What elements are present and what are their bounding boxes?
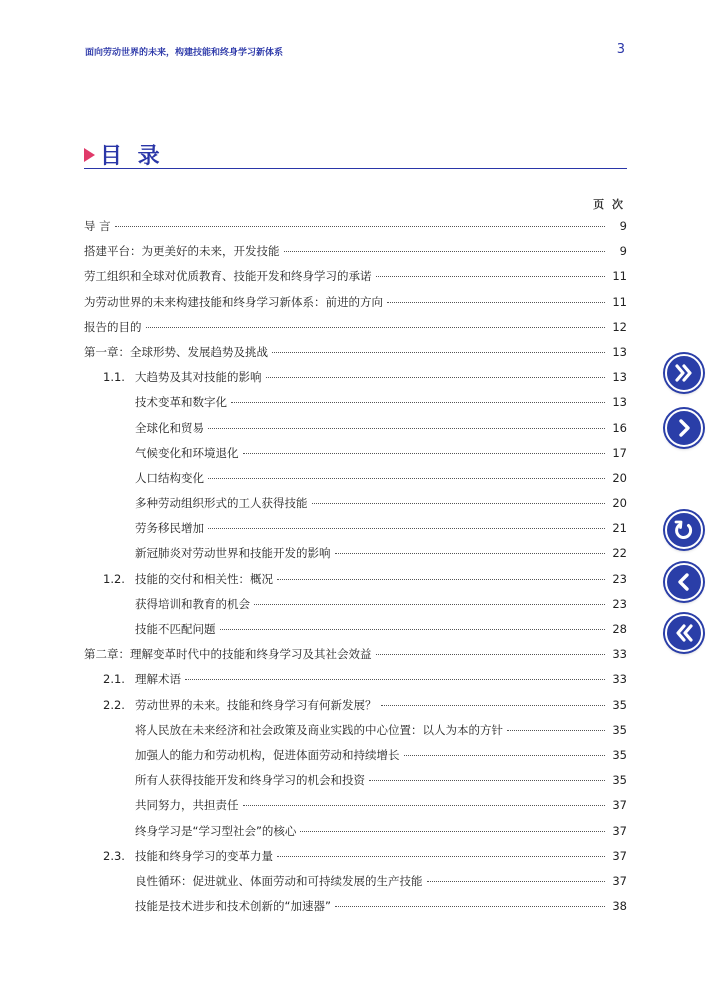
dot-leader bbox=[185, 679, 605, 680]
toc-entry[interactable] bbox=[84, 243, 627, 268]
dot-leader bbox=[208, 428, 605, 429]
dot-leader bbox=[376, 276, 606, 277]
toc-entry-title: 所有人获得技能开发和终身学习的机会和投资 bbox=[135, 773, 365, 788]
toc-entry-title: 技能的交付和相关性：概况 bbox=[135, 571, 273, 586]
toc-entry[interactable] bbox=[84, 621, 627, 646]
toc-entry[interactable] bbox=[84, 545, 627, 570]
toc-entry-page: 35 bbox=[612, 747, 627, 762]
toc-entry[interactable] bbox=[84, 873, 627, 898]
toc-entry-title: 多种劳动组织形式的工人获得技能 bbox=[135, 496, 308, 511]
heading-divider bbox=[84, 168, 627, 169]
toc-entry-page: 23 bbox=[612, 571, 627, 586]
toc-entry-page: 33 bbox=[612, 672, 627, 687]
next-page-button[interactable] bbox=[665, 409, 703, 447]
dot-leader bbox=[266, 377, 606, 378]
toc-entry-page: 13 bbox=[612, 344, 627, 359]
toc-entry-page: 37 bbox=[612, 873, 627, 888]
toc-entry[interactable] bbox=[84, 596, 627, 621]
toc-entry[interactable] bbox=[84, 495, 627, 520]
toc-list bbox=[84, 218, 627, 923]
toc-entry-title: 第二章：理解变革时代中的技能和终身学习及其社会效益 bbox=[84, 647, 372, 662]
toc-entry[interactable] bbox=[84, 445, 627, 470]
toc-entry-page: 35 bbox=[612, 773, 627, 788]
double-chevron-left-icon bbox=[672, 621, 696, 645]
toc-entry-title: 技能和终身学习的变革力量 bbox=[135, 848, 273, 863]
toc-entry-page: 17 bbox=[612, 445, 627, 460]
toc-entry-title: 新冠肺炎对劳动世界和技能开发的影响 bbox=[135, 546, 331, 561]
toc-entry[interactable] bbox=[84, 722, 627, 747]
toc-entry-page: 9 bbox=[619, 219, 627, 233]
toc-entry-number: 2.3. bbox=[103, 848, 125, 863]
toc-entry[interactable] bbox=[84, 671, 627, 696]
toc-entry-title: 理解术语 bbox=[135, 672, 181, 687]
toc-entry-page: 37 bbox=[612, 848, 627, 863]
toc-entry-title: 技能是技术进步和技术创新的“加速器” bbox=[135, 899, 331, 914]
toc-entry[interactable] bbox=[84, 520, 627, 545]
toc-entry-title: 获得培训和教育的机会 bbox=[135, 596, 250, 611]
toc-entry-page: 38 bbox=[612, 899, 627, 914]
toc-entry-page: 20 bbox=[612, 496, 627, 511]
dot-leader bbox=[312, 503, 606, 504]
toc-entry[interactable] bbox=[84, 898, 627, 923]
toc-entry-number: 2.1. bbox=[103, 672, 125, 687]
dot-leader bbox=[231, 402, 605, 403]
dot-leader bbox=[369, 780, 605, 781]
running-header-title: 面向劳动世界的未来，构建技能和终身学习新体系 bbox=[85, 48, 284, 58]
dot-leader bbox=[277, 579, 605, 580]
toc-entry[interactable] bbox=[84, 646, 627, 671]
chevron-right-icon bbox=[672, 416, 696, 440]
toc-entry-page: 13 bbox=[612, 395, 627, 410]
dot-leader bbox=[381, 705, 606, 706]
toc-entry[interactable] bbox=[84, 344, 627, 369]
toc-entry[interactable] bbox=[84, 294, 627, 319]
first-page-button[interactable] bbox=[665, 614, 703, 652]
dot-leader bbox=[404, 755, 606, 756]
dot-leader bbox=[300, 831, 605, 832]
back-button[interactable] bbox=[665, 511, 703, 549]
toc-entry-page: 16 bbox=[612, 420, 627, 435]
toc-entry[interactable] bbox=[84, 394, 627, 419]
toc-entry[interactable] bbox=[84, 420, 627, 445]
toc-entry-page: 12 bbox=[612, 319, 627, 334]
toc-entry-page: 22 bbox=[612, 546, 627, 561]
toc-entry[interactable] bbox=[84, 747, 627, 772]
toc-entry-title: 导 言 bbox=[84, 219, 111, 233]
toc-entry-title: 劳务移民增加 bbox=[135, 521, 204, 536]
toc-entry-page: 35 bbox=[612, 722, 627, 737]
dot-leader bbox=[243, 453, 606, 454]
triangle-bullet-icon bbox=[84, 148, 95, 162]
toc-entry-page: 23 bbox=[612, 596, 627, 611]
toc-title: 目 录 bbox=[100, 144, 164, 169]
toc-entry[interactable] bbox=[84, 772, 627, 797]
toc-entry[interactable] bbox=[84, 470, 627, 495]
toc-entry[interactable] bbox=[84, 319, 627, 344]
toc-entry-title: 劳工组织和全球对优质教育、技能开发和终身学习的承诺 bbox=[84, 269, 372, 284]
toc-entry-title: 第一章：全球形势、发展趋势及挑战 bbox=[84, 344, 268, 359]
toc-entry-number: 2.2. bbox=[103, 697, 125, 712]
page-column-label: 页 次 bbox=[593, 198, 625, 211]
toc-entry-title: 技能不匹配问题 bbox=[135, 622, 216, 636]
toc-entry-title: 大趋势及其对技能的影响 bbox=[135, 370, 262, 385]
previous-page-button[interactable] bbox=[665, 563, 703, 601]
toc-entry-number: 1.1. bbox=[103, 370, 125, 385]
dot-leader bbox=[284, 251, 606, 252]
toc-entry-title: 报告的目的 bbox=[84, 319, 142, 334]
dot-leader bbox=[115, 226, 605, 227]
dot-leader bbox=[243, 805, 606, 806]
toc-entry-title: 搭建平台：为更美好的未来，开发技能 bbox=[84, 244, 280, 259]
toc-entry-page: 28 bbox=[612, 622, 627, 636]
dot-leader bbox=[220, 629, 606, 630]
toc-entry-title: 将人民放在未来经济和社会政策及商业实践的中心位置：以人为本的方针 bbox=[135, 722, 503, 737]
toc-entry[interactable] bbox=[84, 218, 627, 243]
dot-leader bbox=[507, 730, 605, 731]
page-number: 3 bbox=[616, 42, 625, 57]
toc-entry-page: 20 bbox=[612, 470, 627, 485]
toc-entry-title: 气候变化和环境退化 bbox=[135, 445, 239, 460]
toc-entry[interactable] bbox=[84, 571, 627, 596]
toc-entry-page: 37 bbox=[612, 798, 627, 813]
dot-leader bbox=[335, 553, 606, 554]
dot-leader bbox=[254, 604, 605, 605]
toc-entry-title: 终身学习是“学习型社会”的核心 bbox=[135, 823, 297, 838]
toc-entry[interactable] bbox=[84, 848, 627, 873]
dot-leader bbox=[208, 478, 605, 479]
last-page-button[interactable] bbox=[665, 354, 703, 392]
toc-entry[interactable] bbox=[84, 268, 627, 293]
toc-entry-page: 11 bbox=[612, 269, 627, 284]
dot-leader bbox=[277, 856, 605, 857]
dot-leader bbox=[376, 654, 606, 655]
toc-entry-page: 9 bbox=[619, 244, 627, 259]
dot-leader bbox=[387, 302, 605, 303]
toc-entry-title: 加强人的能力和劳动机构，促进体面劳动和持续增长 bbox=[135, 747, 400, 762]
dot-leader bbox=[146, 327, 606, 328]
toc-entry-title: 为劳动世界的未来构建技能和终身学习新体系：前进的方向 bbox=[84, 294, 383, 309]
toc-entry-page: 21 bbox=[612, 521, 627, 536]
toc-entry-page: 33 bbox=[612, 647, 627, 662]
toc-entry-title: 劳动世界的未来。技能和终身学习有何新发展？ bbox=[135, 697, 377, 712]
toc-entry[interactable] bbox=[84, 369, 627, 394]
toc-entry-title: 技术变革和数字化 bbox=[135, 395, 227, 410]
toc-entry-title: 人口结构变化 bbox=[135, 470, 204, 485]
dot-leader bbox=[208, 528, 605, 529]
toc-entry[interactable] bbox=[84, 823, 627, 848]
dot-leader bbox=[335, 906, 605, 907]
toc-entry-page: 13 bbox=[612, 370, 627, 385]
dot-leader bbox=[272, 352, 605, 353]
toc-entry[interactable] bbox=[84, 697, 627, 722]
toc-heading bbox=[84, 139, 164, 170]
toc-entry[interactable] bbox=[84, 797, 627, 822]
toc-entry-page: 11 bbox=[612, 294, 627, 309]
toc-entry-number: 1.2. bbox=[103, 571, 125, 586]
toc-entry-title: 全球化和贸易 bbox=[135, 420, 204, 435]
toc-entry-page: 37 bbox=[612, 823, 627, 838]
return-arrow-icon bbox=[672, 518, 696, 542]
toc-entry-page: 35 bbox=[612, 697, 627, 712]
toc-entry-title: 良性循环：促进就业、体面劳动和可持续发展的生产技能 bbox=[135, 873, 423, 888]
toc-entry-title: 共同努力，共担责任 bbox=[135, 798, 239, 813]
double-chevron-right-icon bbox=[672, 361, 696, 385]
dot-leader bbox=[427, 881, 606, 882]
chevron-left-icon bbox=[672, 570, 696, 594]
